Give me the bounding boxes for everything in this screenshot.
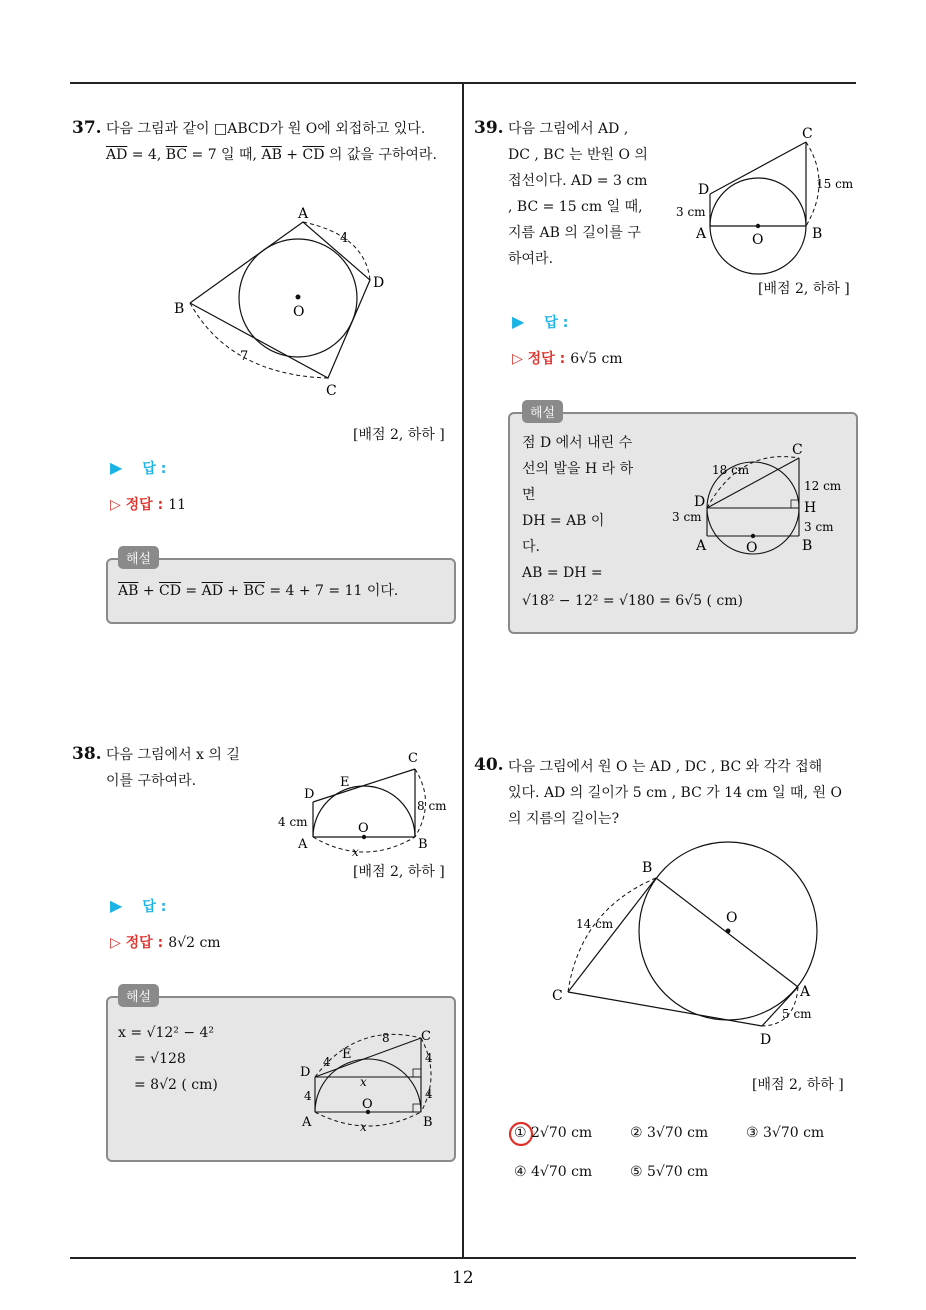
t: $\overline{BC}$ [243,583,265,599]
q39-text-line2: DC , BC 는 반원 O 의 [508,147,648,163]
q37-text-line2 [106,142,437,168]
q37-label-A: A [298,206,309,222]
q39-label-D: D [698,182,710,198]
q38-text-line2: 이를 구하여라. [106,773,197,789]
q38s-label-4-a: 4 [304,1089,312,1103]
q39s-label-3cm-left: 3 cm [672,510,702,524]
q40-text-line3: 의 지름의 길이는? [508,811,620,827]
t: + [222,583,244,599]
q39-label-15cm: 15 cm [816,177,854,191]
q40-label-14cm: 14 cm [576,917,614,931]
q39s-label-B: B [802,538,813,554]
t: $\overline{CD}$ [159,583,181,599]
q38s-label-4-d: 4 [323,1055,331,1069]
q39-answer-row [512,312,568,332]
q38s-label-D: D [300,1065,311,1080]
q39s-label-H: H [804,500,817,516]
q37-answer-row [110,458,166,478]
seg-ad: $\overline{AD}$ [106,147,128,163]
q38-answer-row [110,896,166,916]
q37-answer-label: 답 : [142,461,167,477]
t: = 4, [127,147,166,163]
q40-option-2[interactable]: ② 3√70 cm [630,1125,709,1141]
q39-solution-line6: AB = DH = [522,565,603,581]
q38-answer-label: 답 : [142,899,167,915]
q38s-label-A: A [302,1115,312,1130]
q38s-label-C: C [421,1029,431,1044]
seg-cd: $\overline{CD}$ [302,147,325,163]
q39-figure [670,122,860,282]
q38-label-A: A [298,837,308,852]
q37-solution-tag: 해설 [118,546,159,569]
q40-option-5[interactable]: ⑤ 5√70 cm [630,1164,709,1180]
q37-score: [배점 2, 하하 ] [353,427,445,443]
q38s-label-4-c: 4 [425,1051,433,1065]
q39-text-line4: , BC = 15 cm 일 때, [508,199,643,215]
t: = [180,583,202,599]
q37-correct-label: 정답 : [125,497,164,513]
q40-text-line1: 다음 그림에서 원 O 는 AD , DC , BC 와 각각 접해 [508,759,823,775]
q39s-label-C: C [792,442,803,458]
q39-solution-tag: 해설 [522,400,563,423]
q39-answer-label: 답 : [544,315,569,331]
q38-solution-line3: = 8√2 ( cm) [134,1077,218,1093]
q38-label-8cm: 8 cm [417,799,447,813]
q38-label-D: D [304,787,315,802]
play-icon: ▶ [110,458,123,477]
q37-number: 37. [72,118,102,138]
q39-score: [배점 2, 하하 ] [758,281,850,297]
t: + [281,147,303,163]
q37-figure [160,200,420,410]
q39-text-line1: 다음 그림에서 AD , [508,121,629,137]
q37-correct-value: 11 [168,497,187,513]
q40-label-5cm: 5 cm [782,1007,812,1021]
seg-ab: $\overline{AB}$ [261,147,282,163]
q40-text-line2: 있다. AD 의 길이가 5 cm , BC 가 14 cm 일 때, 원 O [508,785,842,801]
q38-text-line1: 다음 그림에서 x 의 길 [106,747,240,763]
q39-label-C: C [802,126,813,142]
q38-correct-row [110,932,221,952]
q38s-label-O: O [362,1097,373,1112]
q39-text-line5: 지름 AB 의 길이를 구 [508,225,641,241]
q39-solution-line4: DH = AB 이 [522,513,605,529]
q40-label-C: C [552,988,563,1004]
q37-label-B: B [174,301,185,317]
q39-label-O: O [752,232,764,248]
q39-solution-line7: √18² − 12² = √180 = 6√5 ( cm) [522,593,743,609]
q37-solution-text [118,578,398,604]
play-icon: ▶ [110,896,123,915]
q39-solution-figure [670,436,852,592]
q40-label-A: A [800,984,811,1000]
t: $\overline{AB}$ [118,583,139,599]
q39s-label-O: O [746,540,758,556]
center-divider [462,82,464,1258]
q39-correct-row [512,348,623,368]
q37-correct-row [110,494,186,514]
q39-solution-line2: 선의 발을 H 라 하 [522,461,634,477]
q40-option-3[interactable]: ③ 3√70 cm [746,1125,825,1141]
t: = 4 + 7 = 11 이다. [264,583,399,599]
q38s-label-x-top: x [360,1075,367,1089]
q38-solution-line2: = √128 [134,1051,186,1067]
q39s-label-3cm-right: 3 cm [804,520,834,534]
q39-correct-value: 6√5 cm [570,351,623,367]
q40-figure [540,840,830,1050]
q38s-label-4-b: 4 [425,1087,433,1101]
q38-correct-value: 8√2 cm [168,935,221,951]
q38-score: [배점 2, 하하 ] [353,864,445,880]
q39-number: 39. [474,118,504,138]
q39-label-B: B [812,226,823,242]
q38s-label-B: B [423,1115,433,1130]
q39-text-line3: 접선이다. AD = 3 cm [508,173,648,189]
q37-text-line1: 다음 그림과 같이 □ABCD가 원 O에 외접하고 있다. [106,121,426,137]
bottom-rule [70,1257,856,1259]
q38-label-x: x [352,845,359,859]
q39-label-A: A [696,226,707,242]
q38s-label-x-bottom: x [360,1120,367,1132]
q40-label-B: B [642,860,653,876]
q39s-label-D: D [694,494,706,510]
q39s-label-12cm: 12 cm [804,479,842,493]
q39-solution-line3: 면 [522,487,536,503]
q40-score: [배점 2, 하하 ] [752,1077,844,1093]
q40-option-1[interactable]: ① 2√70 cm [514,1125,593,1141]
q38-label-B: B [418,837,428,852]
q39-solution-line5: 다. [522,539,540,555]
q40-label-D: D [760,1032,772,1048]
outline-triangle-icon: ▷ [512,351,528,367]
q38s-label-E: E [342,1047,352,1062]
q39-text-line6: 하여라. [508,251,554,267]
q37-label-4: 4 [340,231,349,246]
q40-label-O: O [726,910,738,926]
q37-label-C: C [326,383,337,399]
q38-number: 38. [72,744,102,764]
q39-solution-line1: 점 D 에서 내린 수 [522,435,633,451]
q38-label-O: O [358,821,369,836]
t: $\overline{AD}$ [201,583,223,599]
q38-correct-label: 정답 : [125,935,164,951]
q37-label-7: 7 [240,349,249,364]
q38-figure [276,742,456,862]
outline-triangle-icon: ▷ [110,935,126,951]
q39-correct-label: 정답 : [527,351,566,367]
q38-label-4cm: 4 cm [278,815,308,829]
seg-bc: $\overline{BC}$ [165,147,188,163]
t: = 7 일 때, [187,147,262,163]
q38s-label-8: 8 [382,1031,390,1045]
t: 의 값을 구하여라. [324,147,437,163]
q38-solution-figure [296,1020,446,1132]
play-icon: ▶ [512,312,525,331]
page-number: 12 [452,1268,474,1288]
q37-label-O: O [293,304,305,320]
q39s-label-A: A [696,538,707,554]
q40-number: 40. [474,755,504,775]
outline-triangle-icon: ▷ [110,497,126,513]
t: + [138,583,160,599]
q39-label-3cm: 3 cm [676,205,706,219]
q38-solution-tag: 해설 [118,984,159,1007]
q38-label-E: E [340,775,350,790]
q37-label-D: D [373,275,385,291]
q39s-label-18cm: 18 cm [712,463,750,477]
q38-solution-line1: x = √12² − 4² [118,1025,215,1041]
q40-option-4[interactable]: ④ 4√70 cm [514,1164,593,1180]
q38-label-C: C [408,751,418,766]
